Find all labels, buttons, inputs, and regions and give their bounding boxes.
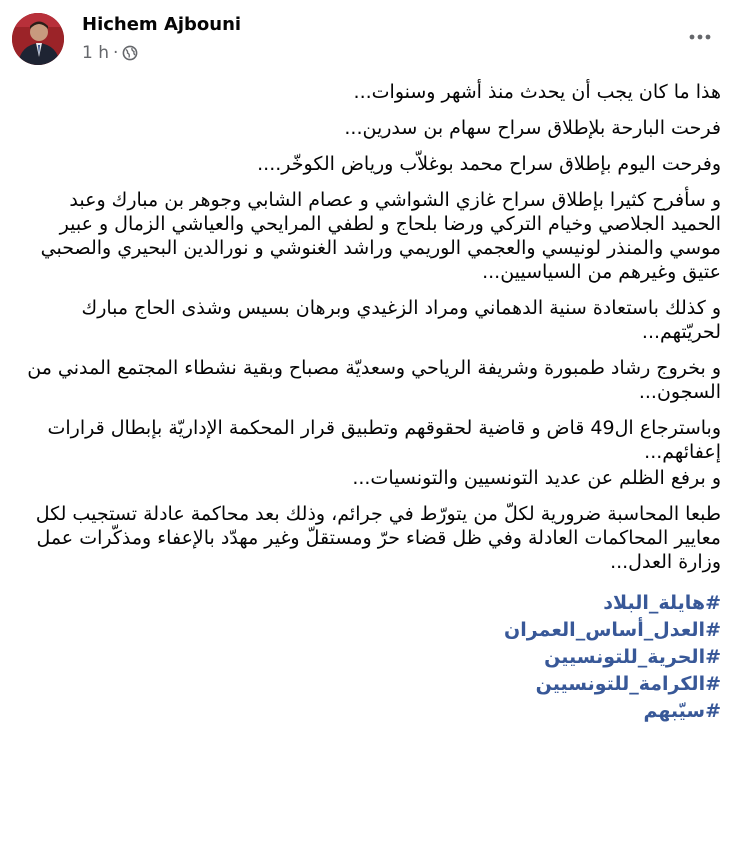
hashtag-link[interactable]: #هايلة_البلاد	[603, 592, 721, 614]
post-paragraph: و سأفرح كثيرا بإطلاق سراح غازي الشواشي و عصام الشابي وجوهر بن مبارك وعبد الحميد الجلاصي وخيام التركي ورضا بلحاج و لطفي المرايحي والعياشي الزمال و عبير موسي والمنذر لونيسي والعجمي الوريمي وراشد الغنوشي و نورالدين البحيري والصحبي عتيق وغيرهم من السياسيين...	[40, 189, 721, 283]
post-paragraph: وفرحت اليوم بإطلاق سراح محمد بوغلاّب ورياض الكوخّر....	[257, 153, 721, 175]
post-paragraph: هذا ما كان يجب أن يحدث منذ أشهر وسنوات...	[353, 81, 721, 103]
hashtag-list	[22, 590, 721, 725]
hashtag-link[interactable]: #الحرية_للتونسيين	[544, 646, 721, 668]
post-paragraph: و برفع الظلم عن عديد التونسيين والتونسيات...	[352, 467, 721, 489]
globe-icon[interactable]	[122, 45, 138, 61]
author-name[interactable]: Hichem Ajbouni	[82, 14, 242, 35]
post-paragraph: فرحت البارحة بلإطلاق سراح سهام بن سدرين...	[344, 117, 721, 139]
post-body	[22, 80, 721, 725]
avatar[interactable]	[12, 13, 64, 65]
post-meta	[82, 43, 138, 63]
hashtag-link[interactable]: #الكرامة_للتونسيين	[535, 673, 721, 695]
post-header	[0, 0, 732, 80]
hashtag-link[interactable]: #العدل_أساس_العمران	[504, 619, 721, 641]
meta-separator: ·	[113, 43, 119, 63]
more-options-button[interactable]	[680, 22, 720, 52]
post-time[interactable]: 1 h	[82, 43, 109, 63]
post-paragraph: وباسترجاع ال49 قاض و قاضية لحقوقهم وتطبيق قرار المحكمة الإداريّة بإبطال قرارات إعفائهم...	[47, 417, 721, 463]
post-paragraph: و بخروج رشاد طمبورة وشريفة الرياحي وسعديّة مصباح وبقية نشطاء المجتمع المدني من السجون...	[27, 357, 721, 403]
post-paragraph: و كذلك باستعادة سنية الدهماني ومراد الزغيدي وبرهان بسيس وشذى الحاج مبارك لحريّتهم...	[81, 297, 721, 343]
more-horizontal-icon	[689, 34, 711, 40]
hashtag-link[interactable]: #سيّبهم	[643, 700, 721, 722]
profile-photo	[12, 13, 64, 65]
post-paragraph: طبعا المحاسبة ضرورية لكلّ من يتورّط في جرائم، وذلك بعد محاكمة عادلة تستجيب لكل معايير المحاكمات العادلة وفي ظل قضاء حرّ ومستقلّ وغير مهدّد بالإعفاء ومذكّرات عمل وزارة العدل...	[35, 503, 721, 573]
